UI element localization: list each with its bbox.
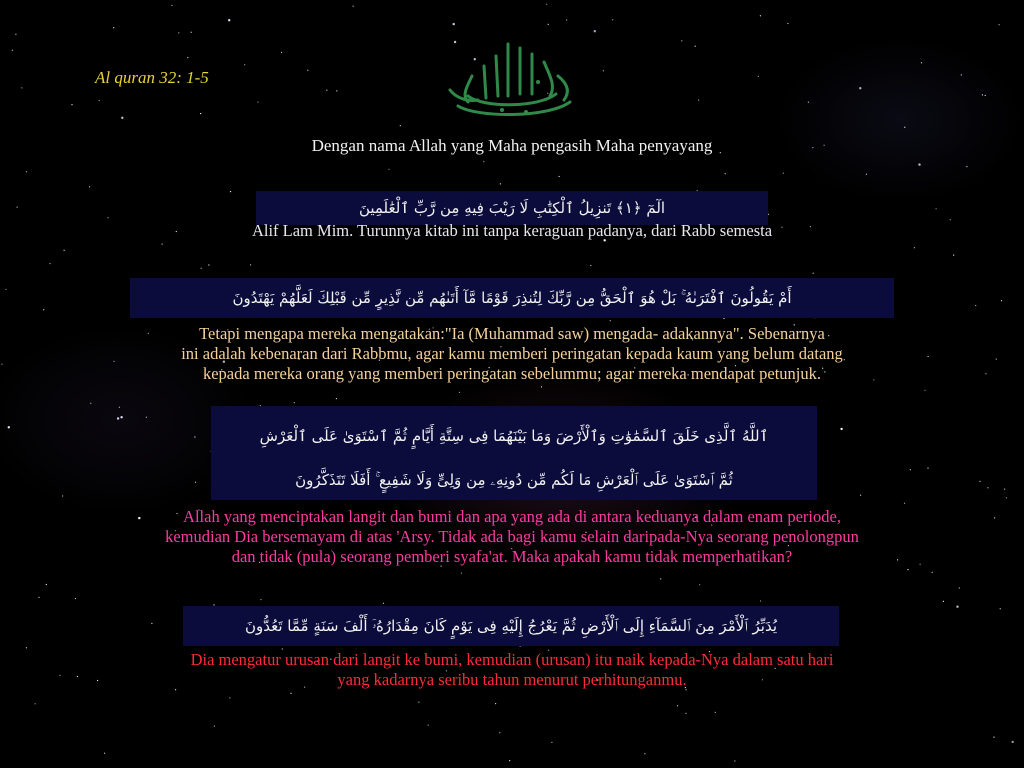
star — [201, 268, 202, 269]
arabic-verse-4 — [183, 606, 839, 646]
star — [927, 468, 928, 469]
star — [383, 603, 384, 604]
star — [698, 100, 699, 101]
star — [26, 647, 27, 648]
star — [715, 712, 716, 713]
star — [62, 495, 63, 496]
arabic-verse-line: ثُمَّ ٱسْتَوَىٰ عَلَى ٱلْعَرْشِ مَا لَكُم مِّن دُونِهِۦ مِن وَلِىٍّ وَلَا شَفِيعٍ ۚ أَفَلَا تَتَذَكَّرُونَ — [295, 471, 733, 489]
star — [813, 273, 814, 274]
translation-verse-1 — [0, 221, 1024, 241]
star — [660, 578, 661, 579]
star — [993, 737, 994, 738]
arabic-verse-2 — [130, 278, 894, 318]
star — [336, 90, 337, 91]
star — [400, 125, 401, 126]
arabic-verse-line: أَمْ يَقُولُونَ ٱفْتَرَىٰهُ ۚ بَلْ هُوَ ٱلْحَقُّ مِن رَّبِّكَ لِتُنذِرَ قَوْمًا مَّآ أَتَىٰهُم مِّن نَّذِيرٍ مِّن قَبْلِكَ لَعَلَّهُمْ يَهْتَدُونَ — [232, 289, 792, 307]
star — [685, 713, 686, 714]
star — [151, 623, 152, 624]
star — [681, 40, 682, 41]
star — [326, 90, 327, 91]
star — [1006, 497, 1007, 498]
translation-line: Allah yang menciptakan langit dan bumi dan apa yang ada di antara keduanya dalam enam periode, — [183, 507, 841, 526]
surah-reference: Al quran 32: 1-5 — [95, 68, 209, 87]
star — [904, 127, 905, 128]
star — [119, 407, 120, 408]
star — [71, 104, 72, 105]
star — [17, 207, 18, 208]
star — [260, 599, 261, 600]
star — [113, 27, 114, 28]
star — [644, 753, 645, 754]
star — [677, 705, 678, 706]
star — [121, 117, 123, 119]
star — [725, 173, 726, 174]
star — [783, 173, 784, 174]
star — [979, 481, 980, 482]
star — [610, 320, 611, 321]
star — [500, 183, 501, 184]
star — [307, 70, 308, 71]
star — [281, 52, 282, 53]
star — [104, 753, 105, 754]
star — [1004, 489, 1005, 490]
star — [932, 572, 933, 573]
star — [35, 703, 36, 704]
star — [559, 176, 560, 177]
star — [90, 403, 91, 404]
arabic-verse-line: ٱللَّهُ ٱلَّذِى خَلَقَ ٱلسَّمَٰوَٰتِ وَٱلْأَرْضَ وَمَا بَيْنَهُمَا فِى سِتَّةِ أَيَّامٍ ثُمَّ ٱسْتَوَىٰ عَلَى ٱلْعَرْشِ — [259, 427, 769, 445]
arabic-verse-3 — [211, 406, 817, 500]
arabic-verse-line: يُدَبِّرُ ٱلْأَمْرَ مِنَ ٱلسَّمَآءِ إِلَى ٱلْأَرْضِ ثُمَّ يَعْرُجُ إِلَيْهِ فِى يَوْمٍ كَانَ مِقْدَارُهُۥٓ أَلْفَ سَنَةٍ مِّمَّا تَعُدُّونَ — [244, 617, 778, 635]
star — [551, 742, 552, 743]
star — [21, 87, 22, 88]
star — [904, 503, 905, 504]
star — [509, 760, 510, 761]
star — [117, 417, 119, 419]
star — [214, 726, 215, 727]
star — [760, 600, 761, 601]
translation-line: Tetapi mengapa mereka mengatakan:"Ia (Muhammad saw) mengada- adakannya". Sebenarnya — [199, 324, 825, 343]
star — [200, 113, 201, 114]
star — [194, 436, 195, 437]
star — [5, 289, 6, 290]
star — [914, 247, 915, 248]
star — [612, 19, 613, 20]
star — [760, 15, 761, 16]
star — [43, 309, 44, 310]
arabic-verse-1 — [256, 191, 768, 225]
star — [808, 102, 809, 103]
star — [910, 469, 911, 470]
arabic-verse-line: الٓمٓ ﴿١﴾ تَنزِيلُ ٱلْكِتَٰبِ لَا رَيْبَ فِيهِ مِن رَّبِّ ٱلْعَٰلَمِينَ — [358, 199, 666, 217]
star — [75, 598, 76, 599]
star — [566, 19, 567, 20]
translation-verse-4 — [0, 650, 1024, 690]
star — [987, 487, 988, 488]
translation-line: yang kadarnya seribu tahun menurut perhitunganmu. — [337, 670, 687, 689]
star — [541, 386, 542, 387]
star — [956, 606, 958, 608]
star — [191, 32, 192, 33]
star — [208, 264, 209, 265]
star — [453, 23, 455, 25]
star — [162, 244, 163, 245]
star — [120, 416, 122, 418]
star — [26, 171, 27, 172]
star — [924, 390, 925, 391]
star — [38, 597, 39, 598]
star — [999, 24, 1000, 25]
star — [734, 760, 735, 761]
star — [99, 100, 100, 101]
star — [943, 601, 944, 602]
star — [244, 64, 245, 65]
star — [89, 186, 90, 187]
star — [695, 46, 696, 47]
star — [108, 217, 109, 218]
star — [1000, 608, 1001, 609]
star — [787, 23, 788, 24]
star — [495, 703, 496, 704]
star — [860, 495, 861, 496]
star — [907, 569, 908, 570]
star — [257, 102, 258, 103]
star — [918, 163, 920, 165]
star — [46, 584, 47, 585]
opening-line: Dengan nama Allah yang Maha pengasih Maha penyayang — [311, 136, 713, 155]
translation-line: ini adalah kebenaran dari Rabbmu, agar kamu memberi peringatan kepada kaum yang belum datang — [181, 344, 843, 363]
star — [230, 191, 231, 192]
translation-verse-3 — [0, 507, 1024, 567]
star — [12, 50, 13, 51]
star — [953, 255, 954, 256]
translation-line: dan tidak (pula) seorang pemberi syafa'at. Maka apakah kamu tidak memperhatikan? — [231, 547, 793, 566]
star — [546, 4, 547, 5]
star — [171, 5, 172, 6]
star — [936, 208, 937, 209]
star — [250, 264, 251, 265]
star — [353, 6, 354, 7]
star — [459, 392, 460, 393]
star — [1001, 300, 1002, 301]
star — [388, 169, 389, 170]
translation-line: kepada mereka orang yang memberi peringatan sebelummu; agar mereka mendapat petunjuk. — [202, 364, 822, 383]
star — [699, 584, 700, 585]
star — [1012, 741, 1014, 743]
star — [178, 32, 179, 33]
star — [590, 265, 591, 266]
star — [49, 263, 50, 264]
star — [975, 305, 976, 306]
star — [336, 398, 337, 399]
star — [229, 697, 230, 698]
star — [428, 725, 429, 726]
star — [921, 62, 922, 63]
star — [418, 702, 419, 703]
translation-verse-2 — [0, 324, 1024, 384]
star — [985, 95, 986, 96]
star — [866, 174, 867, 175]
translation-line: kemudian Dia bersemayam di atas 'Arsy. Tidak ada bagi kamu selain daripada-Nya seorang penolongpun — [165, 527, 859, 546]
star — [187, 57, 188, 58]
star — [195, 482, 196, 483]
star — [8, 426, 10, 428]
star — [290, 693, 291, 694]
star — [758, 76, 759, 77]
star — [548, 24, 549, 25]
star — [146, 417, 147, 418]
star — [15, 34, 16, 35]
star — [959, 587, 960, 588]
star — [961, 74, 962, 75]
star — [723, 318, 724, 319]
star — [294, 402, 295, 403]
star — [461, 573, 462, 574]
star — [966, 166, 967, 167]
star — [499, 732, 500, 733]
star — [840, 428, 842, 430]
star — [594, 30, 596, 32]
translation-line: Dia mengatur urusan dari langit ke bumi, kemudian (urusan) itu naik kepada-Nya dalam satu hari — [190, 650, 834, 669]
star — [228, 19, 230, 21]
star — [483, 161, 484, 162]
star — [603, 70, 604, 71]
bismillah-calligraphy-icon — [438, 36, 588, 122]
star — [859, 87, 861, 89]
star — [64, 250, 65, 251]
star — [982, 94, 983, 95]
translation-line: Alif Lam Mim. Turunnya kitab ini tanpa keraguan padanya, dari Rabb semesta — [251, 221, 773, 240]
